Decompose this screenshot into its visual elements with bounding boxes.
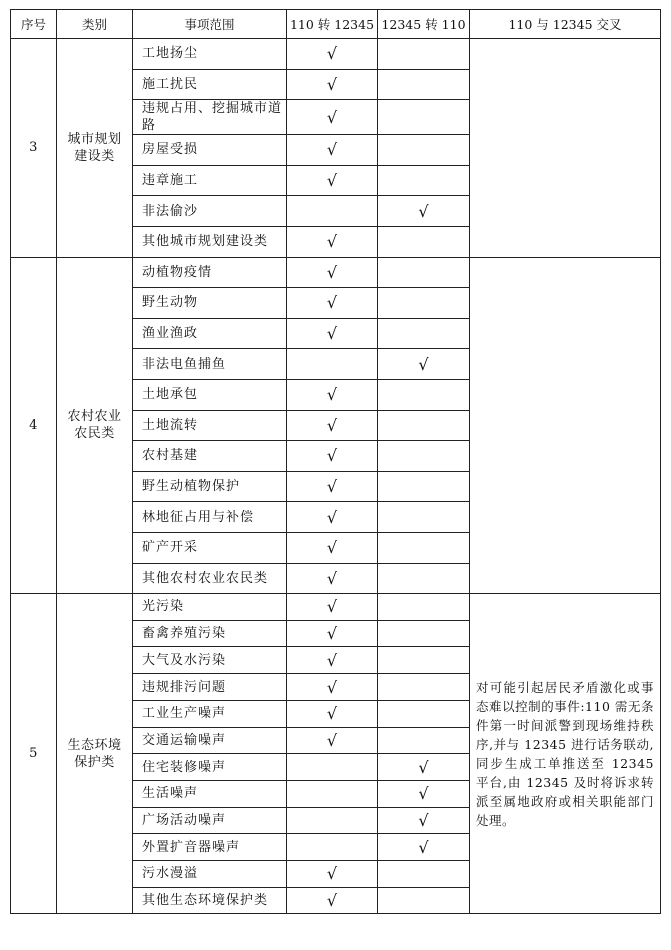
item-name: 其他城市规划建设类: [133, 226, 287, 257]
check-12345-to-110: [378, 647, 470, 674]
item-name: 生活噪声: [133, 780, 287, 807]
check-110-to-12345: √: [287, 318, 378, 349]
item-name: 光污染: [133, 594, 287, 621]
check-12345-to-110: [378, 532, 470, 563]
item-name: 林地征占用与补偿: [133, 502, 287, 533]
check-110-to-12345: √: [287, 563, 378, 594]
table-row: [11, 594, 661, 621]
check-12345-to-110: [378, 700, 470, 727]
item-name: 矿产开采: [133, 532, 287, 563]
item-name: 野生动植物保护: [133, 471, 287, 502]
check-110-to-12345: √: [287, 410, 378, 441]
check-110-to-12345: √: [287, 100, 378, 135]
item-name: 农村基建: [133, 441, 287, 472]
check-12345-to-110: [378, 135, 470, 166]
check-110-to-12345: √: [287, 727, 378, 754]
check-110-to-12345: [287, 196, 378, 227]
check-12345-to-110: [378, 257, 470, 288]
check-110-to-12345: √: [287, 647, 378, 674]
group-category: 城市规划建设类: [57, 39, 133, 258]
item-name: 房屋受损: [133, 135, 287, 166]
check-12345-to-110: [378, 674, 470, 701]
check-110-to-12345: √: [287, 257, 378, 288]
check-12345-to-110: [378, 860, 470, 887]
check-12345-to-110: [378, 288, 470, 319]
check-12345-to-110: [378, 39, 470, 70]
item-name: 畜禽养殖污染: [133, 620, 287, 647]
check-110-to-12345: √: [287, 441, 378, 472]
group-number: 4: [11, 257, 57, 594]
check-110-to-12345: √: [287, 226, 378, 257]
item-name: 其他生态环境保护类: [133, 887, 287, 914]
item-name: 违规排污问题: [133, 674, 287, 701]
scope-table: [10, 9, 661, 914]
header-category: 类别: [57, 10, 133, 39]
item-name: 其他农村农业农民类: [133, 563, 287, 594]
check-110-to-12345: √: [287, 860, 378, 887]
check-110-to-12345: √: [287, 674, 378, 701]
item-name: 违规占用、挖掘城市道路: [133, 100, 287, 135]
check-12345-to-110: [378, 471, 470, 502]
cross-note: [470, 39, 661, 258]
check-110-to-12345: √: [287, 471, 378, 502]
check-12345-to-110: √: [378, 754, 470, 781]
check-110-to-12345: √: [287, 532, 378, 563]
item-name: 土地流转: [133, 410, 287, 441]
item-name: 非法电鱼捕鱼: [133, 349, 287, 380]
check-110-to-12345: [287, 780, 378, 807]
check-12345-to-110: √: [378, 780, 470, 807]
check-110-to-12345: √: [287, 502, 378, 533]
check-12345-to-110: [378, 502, 470, 533]
item-name: 广场活动噪声: [133, 807, 287, 834]
item-name: 非法偷沙: [133, 196, 287, 227]
check-110-to-12345: √: [287, 165, 378, 196]
cross-note: 对可能引起居民矛盾激化或事态难以控制的事件:110 需无条件第一时间派警到现场维持秩序,并与 12345 进行话务联动,同步生成工单推送至 12345 平台,由 12345 及时将诉求转派至属地政府或相关职能部门处理。: [470, 594, 661, 914]
item-name: 污水漫溢: [133, 860, 287, 887]
check-110-to-12345: √: [287, 379, 378, 410]
group-category: 生态环境保护类: [57, 594, 133, 914]
group-number: 3: [11, 39, 57, 258]
check-110-to-12345: √: [287, 620, 378, 647]
check-12345-to-110: [378, 69, 470, 100]
check-12345-to-110: [378, 594, 470, 621]
check-110-to-12345: [287, 834, 378, 861]
item-name: 大气及水污染: [133, 647, 287, 674]
check-12345-to-110: √: [378, 807, 470, 834]
header-12345-to-110: 12345 转 110: [378, 10, 470, 39]
group-number: 5: [11, 594, 57, 914]
header-110-to-12345: 110 转 12345: [287, 10, 378, 39]
check-12345-to-110: [378, 410, 470, 441]
check-110-to-12345: [287, 349, 378, 380]
item-name: 工业生产噪声: [133, 700, 287, 727]
header-no: 序号: [11, 10, 57, 39]
check-12345-to-110: [378, 318, 470, 349]
check-110-to-12345: [287, 807, 378, 834]
item-name: 住宅装修噪声: [133, 754, 287, 781]
check-110-to-12345: [287, 754, 378, 781]
table-body: [11, 39, 661, 914]
item-name: 土地承包: [133, 379, 287, 410]
check-110-to-12345: √: [287, 135, 378, 166]
item-name: 动植物疫情: [133, 257, 287, 288]
header-cross: 110 与 12345 交叉: [470, 10, 661, 39]
check-110-to-12345: √: [287, 700, 378, 727]
item-name: 交通运输噪声: [133, 727, 287, 754]
group-category: 农村农业农民类: [57, 257, 133, 594]
check-110-to-12345: √: [287, 887, 378, 914]
check-12345-to-110: [378, 165, 470, 196]
check-110-to-12345: √: [287, 39, 378, 70]
check-110-to-12345: √: [287, 594, 378, 621]
table-row: [11, 39, 661, 70]
cross-note: [470, 257, 661, 594]
check-12345-to-110: [378, 563, 470, 594]
item-name: 施工扰民: [133, 69, 287, 100]
item-name: 外置扩音器噪声: [133, 834, 287, 861]
check-12345-to-110: √: [378, 196, 470, 227]
item-name: 工地扬尘: [133, 39, 287, 70]
header-scope: 事项范围: [133, 10, 287, 39]
check-12345-to-110: [378, 887, 470, 914]
item-name: 野生动物: [133, 288, 287, 319]
check-12345-to-110: √: [378, 834, 470, 861]
check-12345-to-110: [378, 727, 470, 754]
check-12345-to-110: [378, 441, 470, 472]
check-12345-to-110: [378, 379, 470, 410]
check-12345-to-110: [378, 620, 470, 647]
table-row: [11, 257, 661, 288]
item-name: 渔业渔政: [133, 318, 287, 349]
header-row: [11, 10, 661, 39]
check-12345-to-110: [378, 226, 470, 257]
check-110-to-12345: √: [287, 288, 378, 319]
item-name: 违章施工: [133, 165, 287, 196]
check-12345-to-110: √: [378, 349, 470, 380]
check-12345-to-110: [378, 100, 470, 135]
check-110-to-12345: √: [287, 69, 378, 100]
